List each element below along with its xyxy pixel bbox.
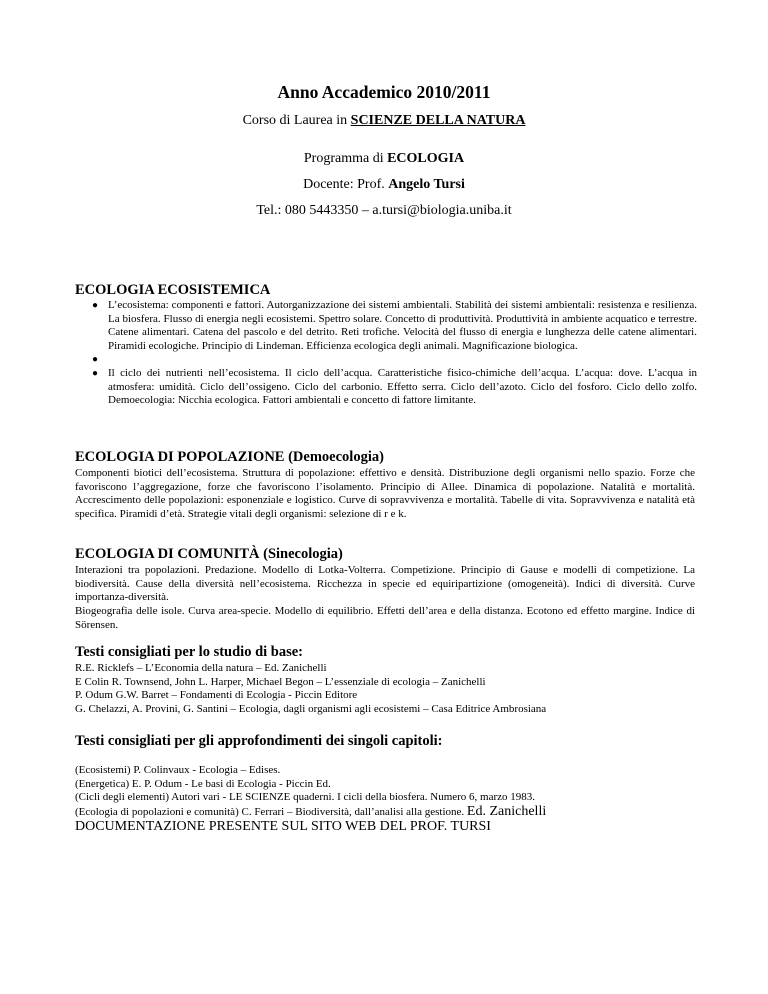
list-item: (Energetica) E. P. Odum - Le basi di Ecologia - Piccin Ed. — [75, 777, 331, 790]
bullet-text: Il ciclo dei nutrienti nell’ecosistema. Il ciclo dell’acqua. Caratteristiche fisico-chimiche dell’acqua. L’acqua: dove. L’acqua in atmosfera: umidità. Ciclo dell’ossigeno. Ciclo del carbonio. Effetto serra. Ciclo dell’azoto. Ciclo del fosforo. Ciclo dello zolfo. Demoecologia: Nicchia ecologica. Fattori ambientali e concetto di fattore limitante. — [108, 366, 697, 407]
last-item-publisher: Ed. Zanichelli — [466, 803, 547, 819]
list-item: R.E. Ricklefs – L’Economia della natura – Ed. Zanichelli — [75, 662, 327, 674]
list-item: P. Odum G.W. Barret – Fondamenti di Ecologia - Piccin Editore — [75, 689, 358, 702]
last-item-text: (Ecologia di popolazioni e comunità) C. Ferrari – Biodiversità, dall’analisi alla gestione. — [75, 805, 467, 818]
teacher-name: Angelo Tursi — [388, 177, 465, 192]
program-prefix: Programma di — [303, 151, 388, 166]
list-item — [92, 367, 697, 408]
section-heading-testi-approfondimenti: Testi consigliati per gli approfondimenti dei singoli capitoli: — [75, 733, 443, 749]
course-prefix: Corso di Laurea in — [242, 113, 351, 128]
list-item: G. Chelazzi, A. Provini, G. Santini – Ecologia, dagli organismi agli ecosistemi – Casa Editrice Ambrosiana — [75, 702, 547, 715]
section-heading-ecosistemica: ECOLOGIA ECOSISTEMICA — [75, 282, 271, 298]
documentation-note: DOCUMENTAZIONE PRESENTE SUL SITO WEB DEL PROF. TURSI — [75, 819, 491, 835]
bullet-icon: ● — [92, 300, 99, 311]
bullet-icon: ● — [92, 354, 99, 366]
program-name: ECOLOGIA — [387, 151, 465, 166]
list-item — [75, 805, 715, 820]
list-item — [92, 299, 697, 353]
contact-line: Tel.: 080 5443350 – a.tursi@biologia.uniba.it — [256, 203, 512, 218]
course-name: SCIENZE DELLA NATURA — [350, 113, 526, 128]
teacher-line — [0, 177, 768, 193]
section-heading-comunita: ECOLOGIA DI COMUNITÀ (Sinecologia) — [75, 546, 343, 562]
testi-base-list — [75, 662, 715, 716]
testi-approfondimenti-list — [75, 764, 715, 835]
list-item — [92, 353, 697, 367]
course-line — [0, 113, 768, 129]
ecosistemica-bullet-list — [92, 299, 697, 408]
comunita-paragraph-2: Biogeografia delle isole. Curva area-specie. Modello di equilibrio. Effetti dell’area e della distanza. Ecotono ed effetto margine. Indice di Sörensen. — [75, 605, 695, 631]
section-heading-popolazione: ECOLOGIA DI POPOLAZIONE (Demoecologia) — [75, 449, 384, 465]
section-heading-testi-base: Testi consigliati per lo studio di base: — [75, 644, 304, 660]
academic-year-title: Anno Accademico 2010/2011 — [277, 82, 491, 102]
list-item: E Colin R. Townsend, John L. Harper, Michael Begon – L’essenziale di ecologia – Zanichelli — [75, 675, 486, 688]
teacher-prefix: Docente: Prof. — [303, 177, 389, 192]
popolazione-paragraph: Componenti biotici dell’ecosistema. Struttura di popolazione: effettivo e densità. Distribuzione degli organismi nello spazio. Forze che favoriscono l’aggregazione, forze che favoriscono l’isolamento. Principio di Allee. Dinamica di popolazione. Natalità e mortalità. Accrescimento delle popolazioni: esponenziale e logistico. Curve di sopravvivenza e mortalità. Tabelle di vita. Sopravvivenza e natalità età specifica. Piramidi d’età. Strategie vitali degli organismi: selezione di r e k. — [75, 467, 695, 520]
bullet-text: L’ecosistema: componenti e fattori. Autorganizzazione dei sistemi ambientali. Stabilità dei sistemi ambientali: resistenza e resilienza. La biosfera. Flusso di energia negli ecosistemi. Spettro solare. Concetto di produttività. Produttività in ambiente acquatico e terrestre. Catene alimentari. Catena del pascolo e del detrito. Reti trofiche. Velocità del flusso di energia e lunghezza delle catene alimentari. Piramidi ecologiche. Principio di Lindeman. Efficienza ecologica degli animali. Magnificazione biologica. — [108, 299, 697, 352]
list-item: (Cicli degli elementi) Autori vari - LE SCIENZE quaderni. I cicli della biosfera. Numero 6, marzo 1983. — [75, 791, 536, 804]
comunita-paragraph-1: Interazioni tra popolazioni. Predazione. Modello di Lotka-Volterra. Competizione. Principio di Gause e modelli di competizione. La biodiversità. Cause della diversità nell’ecosistema. Ricchezza in specie ed equiripartizione (omogeneità). Indici di diversità. Curve importanza-diversità. — [75, 564, 695, 604]
program-line — [0, 151, 768, 167]
bullet-icon: ● — [92, 367, 99, 379]
list-item: (Ecosistemi) P. Colinvaux - Ecologia – Edises. — [75, 764, 281, 776]
